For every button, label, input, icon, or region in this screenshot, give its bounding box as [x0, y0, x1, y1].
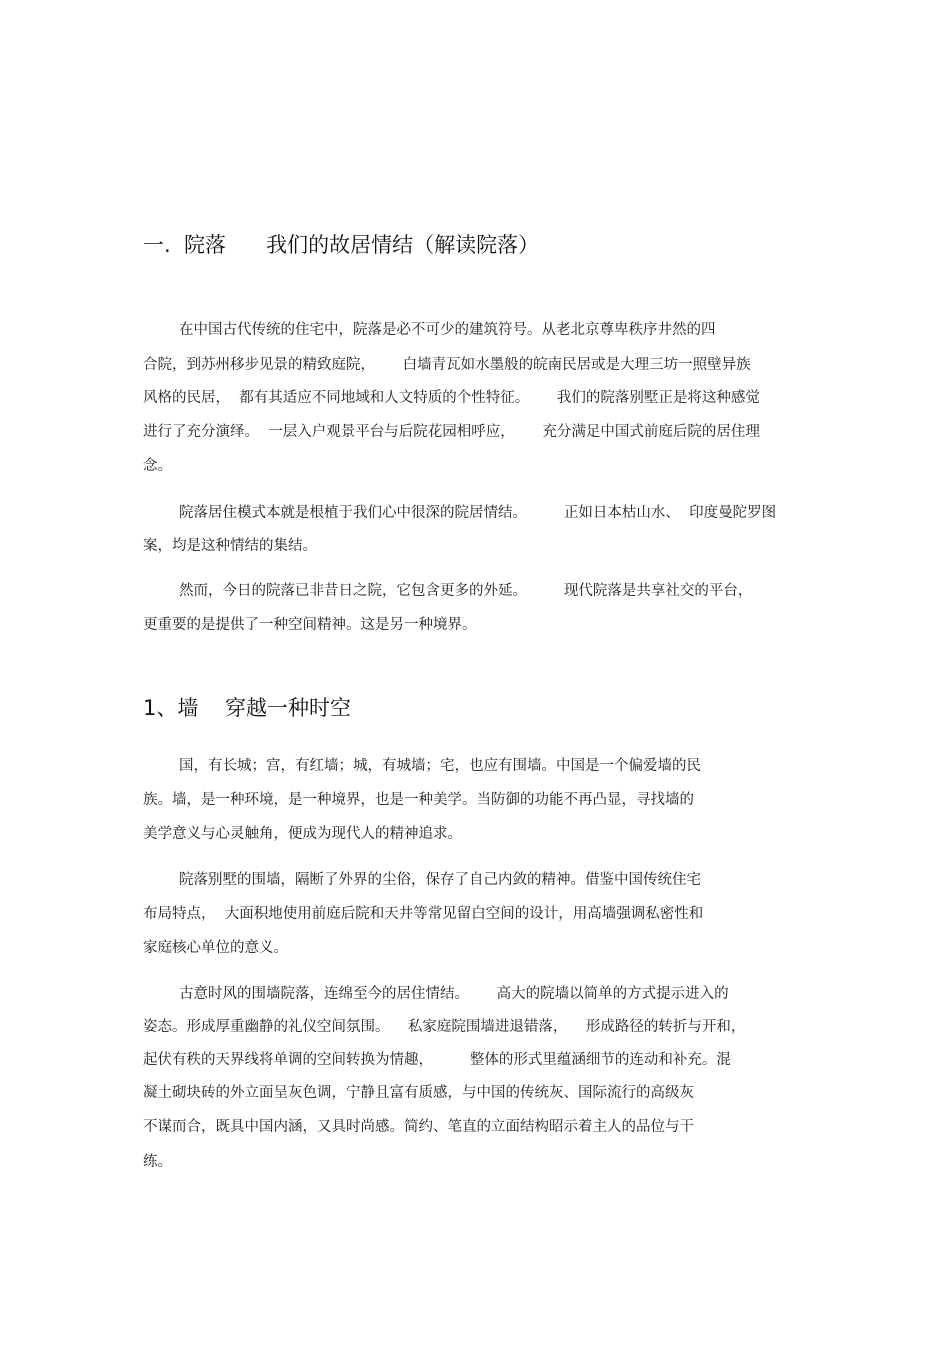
s1-p1-line-5: 念。	[143, 458, 172, 474]
s2-p2-line-1: 院落别墅的围墙，隔断了外界的尘俗，保存了自己内敛的精神。借鉴中国传统住宅	[179, 872, 701, 888]
s2-p3-line-3: 起伏有秩的天界线将单调的空间转换为情趣， 整体的形式里蕴涵细节的连动和补充。混	[143, 1052, 731, 1068]
s2-p1-line-2: 族。墙，是一种环境，是一种境界，也是一种美学。当防御的功能不再凸显，寻找墙的	[143, 792, 694, 808]
s1-p3-line-1: 然而，今日的院落已非昔日之院，它包含更多的外延。 现代院落是共享社交的平台，	[179, 583, 753, 599]
s2-p1-line-1: 国，有长城；宫，有红墙；城，有城墙；宅，也应有围墙。中国是一个偏爱墙的民	[179, 758, 701, 774]
s1-p2-line-1: 院落居住模式本就是根植于我们心中很深的院居情结。 正如日本枯山水、 印度曼陀罗图	[179, 505, 777, 521]
s1-p3-line-2: 更重要的是提供了一种空间精神。这是另一种境界。	[143, 617, 477, 633]
s1-p2-line-2: 案，均是这种情结的集结。	[143, 538, 317, 554]
s2-p3-line-5: 不谋而合，既具中国内涵，又具时尚感。简约、笔直的立面结构昭示着主人的品位与干	[143, 1119, 694, 1135]
s2-p3-line-2: 姿态。形成厚重幽静的礼仪空间氛围。 私家庭院围墙进退错落， 形成路径的转折与开和，	[143, 1019, 746, 1035]
s2-p1-line-3: 美学意义与心灵触角，便成为现代人的精神追求。	[143, 826, 462, 842]
s2-p3-line-4: 凝土砌块砖的外立面呈灰色调，宁静且富有质感，与中国的传统灰、国际流行的高级灰	[143, 1085, 694, 1101]
s1-p1-line-2: 合院，到苏州移步见景的精致庭院， 白墙青瓦如水墨般的皖南民居或是大理三坊一照壁异族	[143, 357, 751, 373]
section-1-heading: 一. 院落 我们的故居情结（解读院落）	[143, 233, 540, 257]
s1-p1-line-1: 在中国古代传统的住宅中，院落是必不可少的建筑符号。从老北京尊卑秩序井然的四	[179, 322, 716, 338]
s2-p2-line-2: 布局特点， 大面积地使用前庭后院和天井等常见留白空间的设计，用高墙强调私密性和	[143, 906, 704, 922]
s2-p3-line-1: 古意时风的围墙院落，连绵至今的居住情结。 高大的院墙以简单的方式提示进入的	[179, 986, 729, 1002]
s1-p1-line-3: 风格的民居， 都有其适应不同地域和人文特质的个性特征。 我们的院落别墅正是将这种感觉	[143, 390, 760, 406]
s2-p2-line-3: 家庭核心单位的意义。	[143, 940, 288, 956]
s2-p3-line-6: 练。	[143, 1154, 172, 1170]
s1-p1-line-4: 进行了充分演绎。 一层入户观景平台与后院花园相呼应， 充分满足中国式前庭后院的居住理	[143, 424, 760, 440]
section-2-heading: 1、墙 穿越一种时空	[143, 696, 352, 720]
